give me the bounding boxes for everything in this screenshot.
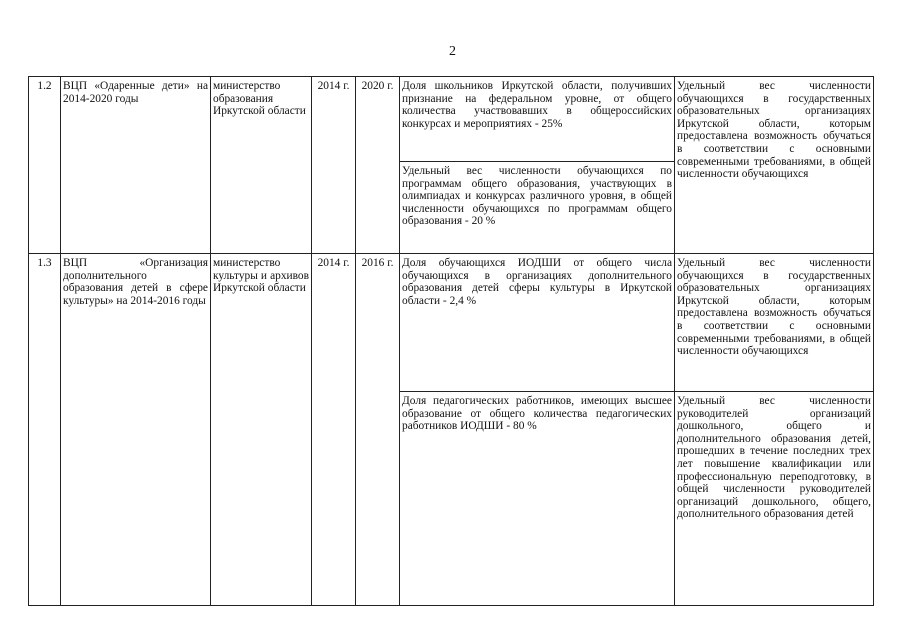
ministry-name: министерство культуры и архивов Иркутской области	[211, 254, 312, 606]
result-text: Удельный вес численности руководителей организаций дошкольного, общего и дополнительного образования детей, прошедших в течение последних трех лет повышение квалификации или профессиональную переподготовку, в общей численности руководителей организаций дошкольного, общего, дополнительного образования детей	[675, 392, 874, 606]
year-end: 2016 г.	[356, 254, 400, 606]
year-start: 2014 г.	[312, 77, 356, 254]
year-start: 2014 г.	[312, 254, 356, 606]
result-text: Удельный вес численности обучающихся в государственных образовательных организациях Иркутской области, которым предоставлена возможность обучаться в соответствии с основными современными требованиями, в общей численности обучающихся	[675, 254, 874, 392]
page-number: 2	[449, 44, 456, 59]
indicator-text: Доля школьников Иркутской области, получивших признание на федеральном уровне, от общего количества участвовавших в общероссийских конкурсах и мероприятиях - 25%	[400, 77, 675, 162]
indicator-text: Доля обучающихся ИОДШИ от общего числа обучающихся в организациях дополнительного образования детей сферы культуры в Иркутской области - 2,4 %	[400, 254, 675, 392]
result-text: Удельный вес численности обучающихся в государственных образовательных организациях Иркутской области, которым предоставлена возможность обучаться в соответствии с основными современными требованиями, в общей численности обучающихся	[675, 77, 874, 254]
program-name: ВЦП «Одаренные дети» на 2014-2020 годы	[61, 77, 211, 254]
year-end: 2020 г.	[356, 77, 400, 254]
indicator-text: Доля педагогических работников, имеющих высшее образование от общего количества педагогических работников ИОДШИ - 80 %	[400, 392, 675, 606]
row-number: 1.2	[29, 77, 61, 254]
indicator-text: Удельный вес численности обучающихся по программам общего образования, участвующих в олимпиадах и конкурсах различного уровня, в общей численности обучающихся по программам общего образования - 20 %	[400, 162, 675, 254]
programs-table	[28, 76, 874, 606]
ministry-name: министерство образования Иркутской области	[211, 77, 312, 254]
table-row	[29, 254, 874, 392]
row-number: 1.3	[29, 254, 61, 606]
program-name: ВЦП «Организация дополнительного образования детей в сфере культуры» на 2014-2016 годы	[61, 254, 211, 606]
table-row	[29, 77, 874, 162]
